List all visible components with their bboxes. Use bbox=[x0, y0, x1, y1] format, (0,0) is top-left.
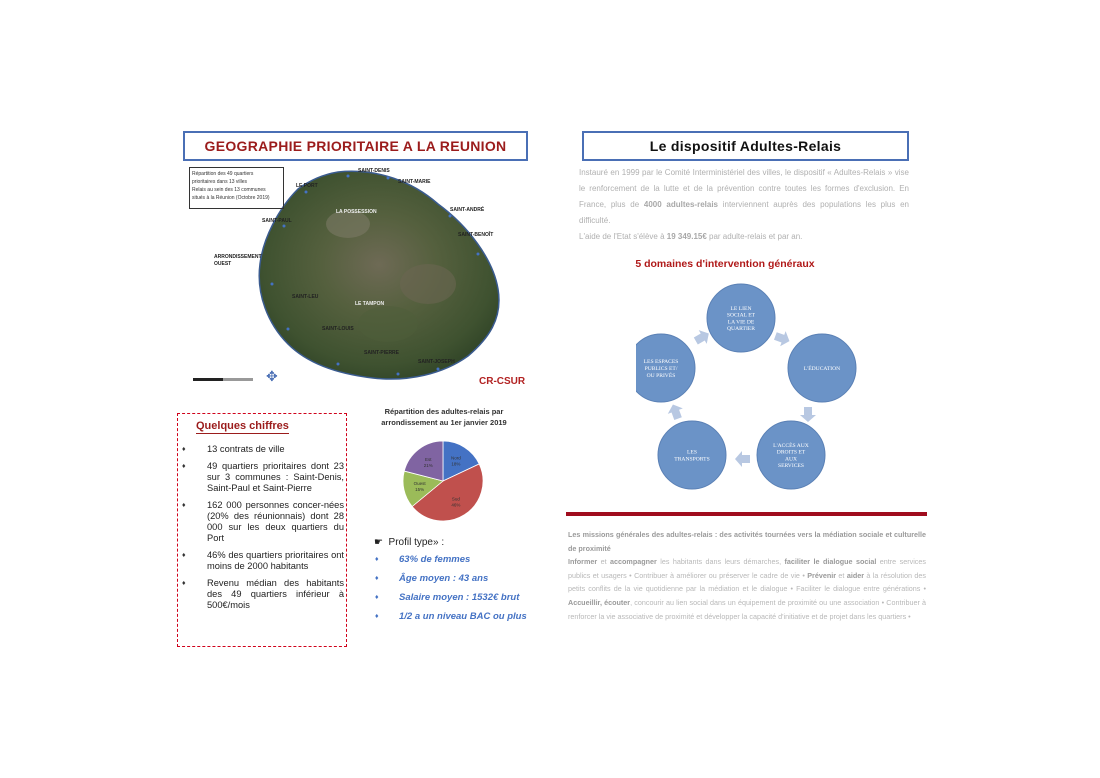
cycle-arrow-icon bbox=[773, 328, 793, 348]
map-legend-line: Relais au sein des 13 communes bbox=[192, 187, 266, 193]
pie-chart bbox=[402, 440, 484, 522]
profile-item: ♦ 1/2 a un niveau BAC ou plus bbox=[374, 611, 534, 623]
cycle-arrow-icon bbox=[735, 451, 750, 467]
missions-text-part: entre services publics et usagers • Contribuer à améliorer ou préserver le cadre de vie • bbox=[568, 557, 926, 580]
intro-text bbox=[579, 165, 909, 245]
key-figures-list bbox=[182, 444, 344, 617]
profile-item: ♦ 63% de femmes bbox=[374, 554, 534, 566]
pie-label: Est bbox=[425, 457, 432, 463]
key-figures-box bbox=[177, 413, 347, 647]
map-legend bbox=[189, 167, 284, 209]
key-figure-item: ♦ 13 contrats de ville bbox=[182, 444, 344, 455]
key-figure-item: ♦ 49 quartiers prioritaires dont 23 sur 3 communes : Saint-Denis, Saint-Paul et Saint-Pierre bbox=[182, 461, 344, 494]
missions-keyword: Informer bbox=[568, 557, 598, 567]
missions-text-part: , concourir au lien social dans un équipement de proximité ou une association • Contribuer à renforcer la vie associative de proximité et développer la capacité d'initiative et de projet dans les quartiers • bbox=[568, 597, 926, 621]
key-figure-item: ♦ Revenu médian des habitants des 49 quartiers inférieur à 500€/mois bbox=[182, 578, 344, 611]
compass-icon: ✥ bbox=[266, 368, 278, 384]
profile-item: ♦ Salaire moyen : 1532€ brut bbox=[374, 592, 534, 604]
intro-text-part: Instauré en 1999 par le Comité Interministériel des villes, le dispositif « Adultes-Relais » vise le renforcement de la lutte et de la prévention contre toutes les formes d'exclusion. En France, plus de bbox=[579, 168, 909, 209]
domain-label: LE LIEN SOCIAL ET LA VIE DE QUARTIER bbox=[726, 305, 756, 333]
cycle-arrow-icon bbox=[800, 407, 816, 422]
missions-keyword: Prévenir bbox=[807, 570, 837, 580]
intro-text-part: par adulte-relais et par an. bbox=[706, 232, 803, 241]
profile-heading-text: Profil type» : bbox=[388, 537, 445, 548]
key-figures-title: Quelques chiffres bbox=[196, 420, 289, 432]
section-divider bbox=[566, 512, 927, 516]
map-label-saint-leu: SAINT-LEU bbox=[292, 294, 319, 300]
map-legend-line: Répartition des 49 quartiers bbox=[192, 171, 254, 177]
missions-text bbox=[568, 528, 926, 623]
pie-value-label: 46% bbox=[451, 502, 461, 508]
missions-text-part: à la résolution des petits conflits de la vie quotidienne par la médiation et le dialogue • Faciliter le dialogue entre générations • bbox=[568, 570, 926, 594]
profile-section bbox=[374, 537, 534, 630]
intro-highlight: 19 349.15€ bbox=[666, 232, 707, 241]
domain-label: L'ÉDUCATION bbox=[803, 366, 841, 372]
pie-value-label: 21% bbox=[423, 463, 433, 469]
missions-keyword: accompagner bbox=[610, 557, 657, 567]
domain-label: LES TRANSPORTS bbox=[674, 449, 710, 463]
domains-cycle-diagram bbox=[636, 283, 876, 493]
domain-label: L'ACCÈS AUX DROITS ET AUX SERVICES bbox=[773, 442, 809, 470]
missions-keyword: aider bbox=[846, 570, 865, 580]
map-label-saint-benoit: SAINT-BENOÎT bbox=[458, 232, 494, 238]
map-label-arrondissement-ouest: ARRONDISSEMENT OUEST bbox=[214, 254, 262, 267]
missions-keyword: Accueillir, écouter bbox=[568, 597, 631, 607]
pointing-hand-icon: ☛ bbox=[374, 537, 383, 548]
key-figure-item: ♦ 162 000 personnes concer-nées (20% des réunionnais) dont 28 000 sur les deux quartiers du Port bbox=[182, 500, 344, 544]
intro-highlight: 4000 adultes-relais bbox=[643, 200, 718, 209]
map-label-le-tampon: LE TAMPON bbox=[355, 301, 385, 307]
pie-value-label: 18% bbox=[451, 461, 461, 467]
geography-title: GEOGRAPHIE PRIORITAIRE A LA REUNION bbox=[183, 131, 528, 161]
map-label-saint-joseph: SAINT-JOSEPH bbox=[418, 359, 455, 365]
missions-text-part: et bbox=[597, 557, 611, 567]
cr-csur-logo: CR-CSUR bbox=[479, 376, 526, 387]
missions-heading: Les missions générales des adultes-relais : des activités tournées vers la médiation sociale et culturelle de proximité bbox=[568, 530, 926, 553]
pie-label: Sud bbox=[451, 496, 460, 502]
key-figure-item: ♦ 46% des quartiers prioritaires ont moins de 2000 habitants bbox=[182, 550, 344, 572]
map-legend-line: situés à la Réunion (Octobre 2019) bbox=[192, 195, 270, 201]
profile-heading bbox=[374, 537, 534, 548]
intro-text-part: interviennent auprès des populations les plus en difficulté. bbox=[579, 200, 909, 225]
map-label-saint-pierre: SAINT-PIERRE bbox=[364, 350, 400, 356]
map-label-sainte-marie: SAINT-MARIE bbox=[398, 179, 431, 185]
map-label-saint-louis: SAINT-LOUIS bbox=[322, 326, 354, 332]
pie-label: Ouest bbox=[413, 481, 426, 487]
dispositif-title: Le dispositif Adultes-Relais bbox=[582, 131, 909, 161]
domain-label: LES ESPACES PUBLICS ET/ OU PRIVÉS bbox=[643, 359, 679, 379]
profile-item: ♦ Âge moyen : 43 ans bbox=[374, 573, 534, 585]
missions-keyword: faciliter le dialogue social bbox=[784, 557, 877, 567]
missions-text-part: les habitants dans leurs démarches, bbox=[656, 557, 785, 567]
missions-text-part: et bbox=[836, 570, 847, 580]
map-scale-bar bbox=[193, 378, 253, 381]
cycle-arrow-icon bbox=[665, 402, 685, 422]
map-label-le-port: LE PORT bbox=[296, 183, 318, 189]
pie-label: Nord bbox=[450, 455, 461, 461]
domains-title: 5 domaines d'intervention généraux bbox=[635, 258, 815, 270]
intro-text-part: L'aide de l'Etat s'élève à bbox=[579, 232, 667, 241]
profile-list bbox=[374, 554, 534, 623]
map-label-saint-paul: SAINT-PAUL bbox=[262, 218, 292, 224]
map-label-la-possession: LA POSSESSION bbox=[336, 209, 377, 215]
map-label-saint-andre: SAINT-ANDRÉ bbox=[450, 207, 485, 213]
missions-body bbox=[568, 557, 926, 620]
map-legend-line: prioritaires dans 13 villes bbox=[192, 179, 248, 185]
pie-value-label: 15% bbox=[415, 487, 425, 493]
island-shape bbox=[259, 171, 499, 379]
pie-chart-title: Répartition des adultes-relais par arrondissement au 1er janvier 2019 bbox=[381, 407, 507, 427]
map-label-saint-denis: SAINT-DENIS bbox=[358, 168, 390, 174]
